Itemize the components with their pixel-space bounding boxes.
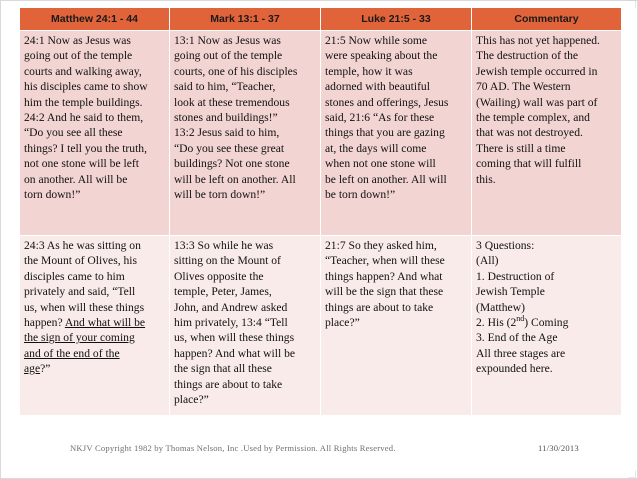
matthew-2-line-mixed [24,315,165,330]
text-line: look at these tremendous [174,95,290,109]
text-line: at, the days will come [325,141,427,155]
commentary-2-coming-line [476,315,617,330]
header-row [20,8,622,31]
coming-suffix: ) Coming [524,316,569,330]
cell-matthew-2 [20,236,170,416]
text-line: disciples came to him [24,269,125,283]
text-line: Jewish Temple [476,285,545,299]
text-line: him the temple buildings. [24,95,143,109]
text-line: him privately, 13:4 “Tell [174,316,288,330]
text-line: This has not yet happened. [476,34,600,47]
commentary-2-line: expounded here. [476,362,553,376]
coming-prefix: 2. His (2 [476,316,517,330]
text-line: happen? And what will be [174,346,296,360]
text-line: 24:2 And he said to them, [24,111,144,125]
text-line: things are about to take [174,377,283,391]
matthew-2-age-word: age [24,362,41,376]
text-line: “Do you see these great [174,141,285,155]
text-line: sitting on the Mount of [174,254,281,268]
text-line: “Do you see all these [24,126,123,140]
matthew-2-underlined: And what will be [64,316,146,330]
text-line: will be left on another. All [174,172,296,186]
text-line: us, when will these things [174,331,295,345]
cell-luke-1 [321,31,472,236]
text-line: be torn down!” [325,188,396,202]
cell-mark-2 [170,236,321,416]
cell-commentary-1 [472,31,622,236]
text-line: place?” [325,316,360,330]
matthew-2-last-line [24,361,165,376]
text-line: 1. Destruction of [476,269,555,283]
text-line: this. [476,172,496,186]
text-line: things? I tell you the truth, [24,141,148,155]
text-line: on another. All will be [24,172,128,186]
text-line: will be the sign that these [325,285,444,299]
commentary-2-line: All three stages are [476,346,566,360]
coming-sup: nd [516,314,525,324]
text-line: things are about to take [325,300,434,314]
text-line: his disciples came to show [24,80,148,94]
text-line: things happen? And what [325,269,443,283]
text-line: not one stone will be left [24,157,139,171]
text-line: 13:3 So while he was [174,239,274,252]
commentary-2-lines [476,238,617,315]
text-line: courts and walking away, [24,64,142,78]
text-line: adorned with beautiful [325,80,430,94]
text-line: privately and said, “Tell [24,285,136,299]
corner-mark-icon [628,0,636,8]
text-line: 3 Questions: [476,239,535,252]
cell-mark-1 [170,31,321,236]
text-line: (All) [476,254,499,268]
header-luke: Luke 21:5 - 33 [321,8,472,31]
text-line: coming that will fulfill [476,157,582,171]
text-line: when not one stone will [325,157,436,171]
text-line: going out of the temple [174,49,283,63]
text-line: the sign that all these [174,362,272,376]
text-line: Olives opposite the [174,269,264,283]
text-line: said to him, “Teacher, [174,80,276,94]
text-line: temple, Peter, James, [174,285,272,299]
text-line: John, and Andrew asked [174,300,288,314]
text-line: stones and buildings!” [174,111,278,125]
table-row [20,31,622,236]
text-line: will be torn down!” [174,188,266,202]
text-line: Jewish temple occurred in [476,64,598,78]
text-line: 70 AD. The Western [476,80,571,94]
text-line: courts, one of his disciples [174,64,298,78]
text-line: said, 21:6 “As for these [325,111,435,125]
slide-date: 11/30/2013 [538,443,579,453]
text-line: 21:7 So they asked him, [325,239,437,252]
text-line: 24:1 Now as Jesus was [24,34,131,47]
text-line: 13:1 Now as Jesus was [174,34,281,47]
table-row [20,236,622,416]
copyright-notice: NKJV Copyright 1982 by Thomas Nelson, Inc .Used by Permission. All Rights Reserved. [70,443,396,453]
commentary-2-line: 3. End of the Age [476,331,558,345]
text-line: stones and offerings, Jesus [325,95,449,109]
text-line: torn down!” [24,188,81,202]
text-line: the temple complex, and [476,111,590,125]
text-line: The destruction of the [476,49,579,63]
text-line: 21:5 Now while some [325,34,428,47]
header-commentary: Commentary [472,8,622,31]
matthew-2-plain: happen? [24,316,65,330]
text-line: place?” [174,393,209,407]
text-line: (Wailing) wall was part of [476,95,598,109]
matthew-2-lines [24,238,165,315]
text-line: “Teacher, when will these [325,254,445,268]
text-line: us, when will these things [24,300,145,314]
text-line: buildings? Not one stone [174,157,290,171]
text-line: were speaking about the [325,49,438,63]
text-line: going out of the temple [24,49,133,63]
text-line: the Mount of Olives, his [24,254,138,268]
corner-mark-icon [628,470,636,478]
text-line: be left on another. All will [325,172,447,186]
matthew-2-age-end: ?” [40,362,51,376]
header-matthew: Matthew 24:1 - 44 [20,8,170,31]
cell-luke-2 [321,236,472,416]
text-line: things that you are gazing [325,126,445,140]
gospel-comparison-table [19,7,622,416]
cell-commentary-2 [472,236,622,416]
matthew-2-underlined: and of the end of the [24,346,120,360]
cell-matthew-1 [20,31,170,236]
text-line: that was not destroyed. [476,126,583,140]
text-line: temple, how it was [325,64,413,78]
text-line: (Matthew) [476,300,525,314]
text-line: There is still a time [476,141,566,155]
text-line: 24:3 As he was sitting on [24,239,141,252]
matthew-2-underlined: the sign of your coming [24,331,135,345]
text-line: 13:2 Jesus said to him, [174,126,280,140]
header-mark: Mark 13:1 - 37 [170,8,321,31]
